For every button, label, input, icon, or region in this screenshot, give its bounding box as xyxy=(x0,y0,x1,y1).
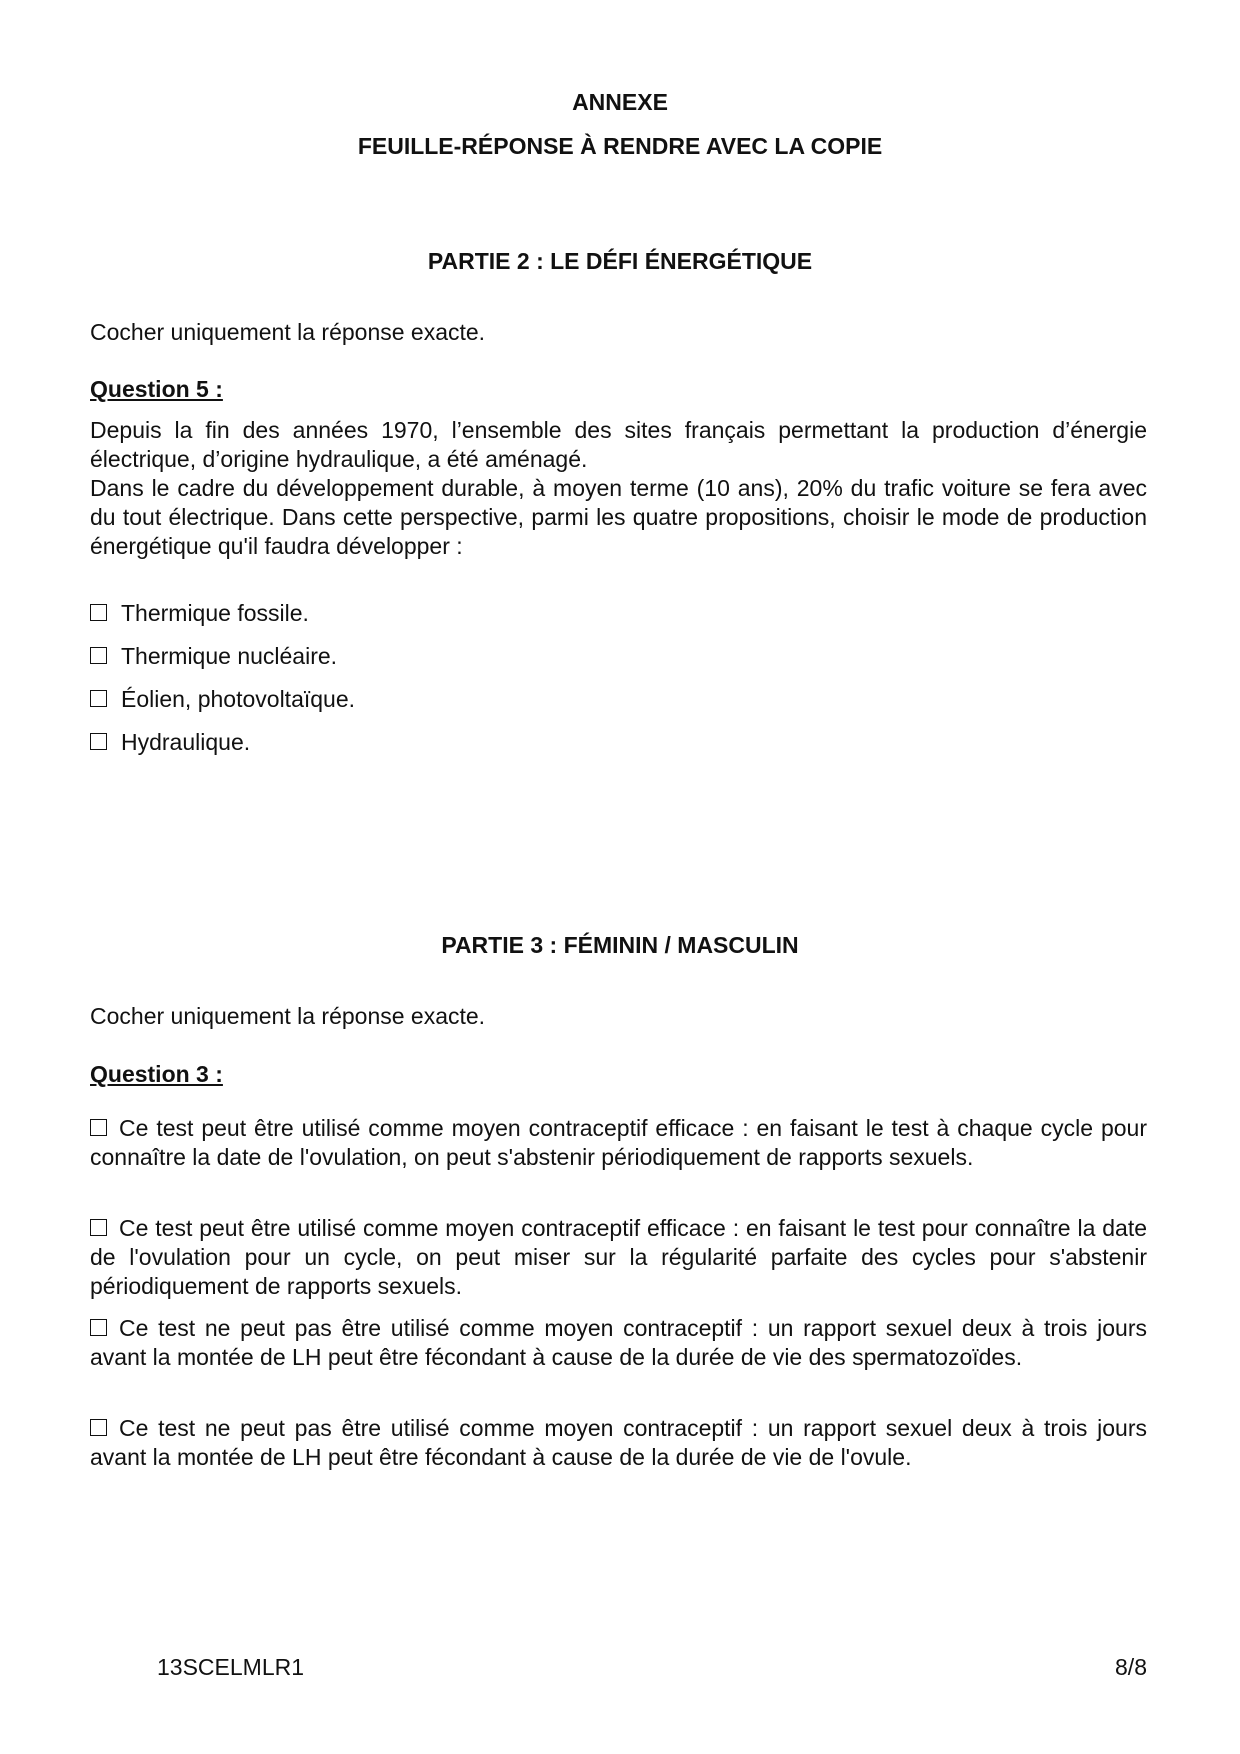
part3-option-label: Ce test ne peut pas être utilisé comme moyen contraceptif : un rapport sexuel deux à trois jours avant la montée de LH peut être fécondant à cause de la durée de vie des spermatozoïdes. xyxy=(90,1315,1147,1370)
checkbox-icon[interactable] xyxy=(90,690,107,707)
part2-option-label: Thermique nucléaire. xyxy=(121,643,338,669)
part3-option-1[interactable] xyxy=(90,1114,1147,1172)
part2-title: PARTIE 2 : LE DÉFI ÉNERGÉTIQUE xyxy=(427,248,813,274)
part2-question-text xyxy=(90,416,1147,561)
part2-option-label: Thermique fossile. xyxy=(121,600,309,626)
part3-option-label: Ce test peut être utilisé comme moyen contraceptif efficace : en faisant le test pour connaître la date de l'ovulation pour un cycle, on peut miser sur la régularité parfaite des cycles pour s'abstenir périodiquement de rapports sexuels. xyxy=(90,1215,1147,1299)
annexe-heading: ANNEXE xyxy=(572,89,668,115)
part3-option-2[interactable] xyxy=(90,1214,1147,1301)
part2-option-3[interactable] xyxy=(90,685,355,714)
part3-option-4[interactable] xyxy=(90,1414,1147,1472)
part2-paragraph-1: Depuis la fin des années 1970, l’ensemble des sites français permettant la production d’énergie électrique, d’origine hydraulique, a été aménagé. xyxy=(90,417,1147,472)
part2-option-label: Hydraulique. xyxy=(121,729,251,755)
part2-option-label: Éolien, photovoltaïque. xyxy=(121,686,356,712)
document-code: 13SCELMLR1 xyxy=(157,1654,305,1680)
part3-option-label: Ce test peut être utilisé comme moyen contraceptif efficace : en faisant le test à chaque cycle pour connaître la date de l'ovulation, on peut s'abstenir périodiquement de rapports sexuels. xyxy=(90,1115,1147,1170)
page-number: 8/8 xyxy=(1115,1654,1147,1680)
part3-title: PARTIE 3 : FÉMININ / MASCULIN xyxy=(441,932,799,958)
part2-option-4[interactable] xyxy=(90,728,250,757)
checkbox-icon[interactable] xyxy=(90,1119,107,1136)
part2-option-1[interactable] xyxy=(90,599,309,628)
part3-option-3[interactable] xyxy=(90,1314,1147,1372)
answer-sheet-heading: FEUILLE-RÉPONSE À RENDRE AVEC LA COPIE xyxy=(357,133,883,159)
checkbox-icon[interactable] xyxy=(90,647,107,664)
part2-option-2[interactable] xyxy=(90,642,337,671)
checkbox-icon[interactable] xyxy=(90,604,107,621)
part2-question-label: Question 5 : xyxy=(90,376,223,402)
checkbox-icon[interactable] xyxy=(90,733,107,750)
checkbox-icon[interactable] xyxy=(90,1319,107,1336)
checkbox-icon[interactable] xyxy=(90,1219,107,1236)
checkbox-icon[interactable] xyxy=(90,1419,107,1436)
part2-paragraph-2: Dans le cadre du développement durable, à moyen terme (10 ans), 20% du trafic voiture se fera avec du tout électrique. Dans cette perspective, parmi les quatre propositions, choisir le mode de production énergétique qu'il faudra développer : xyxy=(90,475,1147,559)
part3-question-label: Question 3 : xyxy=(90,1061,223,1087)
part3-option-label: Ce test ne peut pas être utilisé comme moyen contraceptif : un rapport sexuel deux à trois jours avant la montée de LH peut être fécondant à cause de la durée de vie de l'ovule. xyxy=(90,1415,1147,1470)
part3-instruction: Cocher uniquement la réponse exacte. xyxy=(90,1003,486,1029)
part2-instruction: Cocher uniquement la réponse exacte. xyxy=(90,319,486,345)
